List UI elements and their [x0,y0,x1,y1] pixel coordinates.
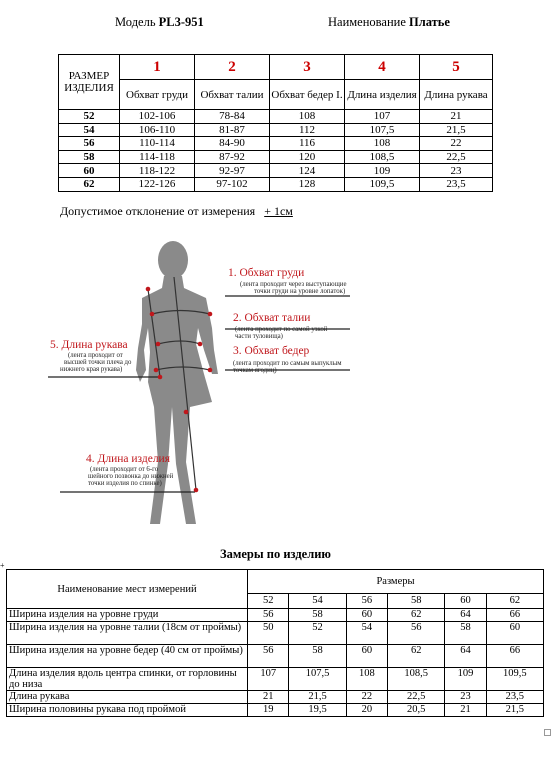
measurement-cell: 107,5 [345,123,420,137]
sizes-header: Размеры [248,570,544,594]
name-value: Платье [409,15,450,29]
measurement-cell: 102-106 [120,110,195,124]
tolerance-text: Допустимое отклонение от измерения [60,204,256,218]
name-header: Наименование мест измерений [7,570,248,609]
size-row [59,137,493,151]
measurement-value: 21,5 [486,704,543,717]
measurement-value: 109,5 [486,668,543,691]
measurement-name: Длина изделия вдоль центра спинки, от горловины до низа [7,668,248,691]
garment-row [7,668,544,691]
measurement-cell: 120 [270,150,345,164]
measurement-cell: 124 [270,164,345,178]
label-sleeve-title: 5. Длина рукава [50,339,128,351]
size-cell: 62 [59,177,120,191]
measurement-cell: 22,5 [420,150,493,164]
measurement-value: 56 [388,622,445,645]
size-row [59,123,493,137]
body-measurement-figure [0,232,551,532]
measurement-value: 108,5 [388,668,445,691]
label-hips-title: 3. Обхват бедер [233,345,310,357]
label-waist-note: части туловища) [235,333,283,340]
label-waist-note: (лента проходит по самой узкой [235,326,328,333]
col-name: Обхват талии [195,80,270,110]
tolerance-note [60,204,293,219]
garment-row [7,622,544,645]
label-length-note: шейного позвонка до нижней [88,473,174,480]
measurement-value: 20,5 [388,704,445,717]
measurement-cell: 106-110 [120,123,195,137]
measurement-cell: 109 [345,164,420,178]
size-column-header: 56 [346,593,387,608]
measurement-name: Ширина изделия на уровне бедер (40 см от проймы) [7,645,248,668]
measurement-value: 19 [248,704,289,717]
measurement-cell: 84-90 [195,137,270,151]
label-length-note: (лента проходит от 6-го [90,466,159,473]
measurement-value: 56 [248,645,289,668]
size-column-header: 52 [248,593,289,608]
label-hips-note: (лента проходит по самым выпуклым [233,360,342,367]
measurement-value: 23,5 [486,691,543,704]
measurement-value: 22 [346,691,387,704]
measurement-value: 58 [289,645,346,668]
label-waist-title: 2. Обхват талии [233,312,311,324]
measurement-cell: 22 [420,137,493,151]
measurement-value: 60 [346,645,387,668]
size-cell: 60 [59,164,120,178]
measurement-name: Ширина половины рукава под проймой [7,704,248,717]
measurement-value: 54 [346,622,387,645]
name-label: Наименование [328,15,406,29]
measurement-cell: 122-126 [120,177,195,191]
measurement-cell: 81-87 [195,123,270,137]
measurement-cell: 92-97 [195,164,270,178]
label-sleeve-note: нижнего края рукава) [60,366,123,373]
size-row [59,150,493,164]
measurement-value: 20 [346,704,387,717]
model-label: Модель [115,15,156,29]
measurement-value: 107,5 [289,668,346,691]
label-chest-note: точки груди на уровне лопаток) [254,288,346,295]
label-length-title: 4. Длина изделия [86,453,170,465]
measurement-cell: 116 [270,137,345,151]
col-number: 4 [345,55,420,80]
garment-row [7,704,544,717]
measurement-value: 58 [289,609,346,622]
size-chart-table [58,54,493,192]
size-row [59,110,493,124]
measurement-cell: 108 [270,110,345,124]
size-cell: 58 [59,150,120,164]
size-column-header: 62 [486,593,543,608]
size-column-header: 60 [445,593,486,608]
garment-measurements-table [6,569,544,717]
measurement-cell: 110-114 [120,137,195,151]
measurement-name: Длина рукава [7,691,248,704]
label-sleeve-note: (лента проходит от [68,352,123,359]
size-column-header: 58 [388,593,445,608]
label-length-note: точки изделия по спинке) [88,480,162,487]
table-resize-handle[interactable] [544,729,551,736]
size-column-header: 54 [289,593,346,608]
measurement-name: Ширина изделия на уровне груди [7,609,248,622]
table-anchor-icon: + [0,561,5,570]
label-chest-title: 1. Обхват груди [228,267,305,279]
size-header: РАЗМЕР ИЗДЕЛИЯ [59,55,120,110]
col-name: Длина изделия [345,80,420,110]
measurement-value: 66 [486,609,543,622]
size-row [59,177,493,191]
label-sleeve-note: высшей точки плеча до [64,359,132,366]
size-cell: 54 [59,123,120,137]
measurement-cell: 128 [270,177,345,191]
tolerance-value: + 1см [264,204,293,218]
measurement-value: 107 [248,668,289,691]
measurement-cell: 87-92 [195,150,270,164]
col-number: 3 [270,55,345,80]
size-row [59,164,493,178]
measurement-cell: 78-84 [195,110,270,124]
size-cell: 52 [59,110,120,124]
measurement-value: 66 [486,645,543,668]
measurement-value: 108 [346,668,387,691]
measurement-value: 62 [388,645,445,668]
col-name: Обхват бедер I. [270,80,345,110]
measurement-cell: 23,5 [420,177,493,191]
product-name-heading [328,15,450,30]
measurement-name: Ширина изделия на уровне талии (18см от проймы) [7,622,248,645]
measurement-value: 60 [346,609,387,622]
measurement-value: 60 [486,622,543,645]
measurement-value: 19,5 [289,704,346,717]
measurement-cell: 118-122 [120,164,195,178]
model-value: PL3-951 [158,15,204,29]
col-name: Длина рукава [420,80,493,110]
measurement-value: 50 [248,622,289,645]
garment-row [7,645,544,668]
measurement-cell: 107 [345,110,420,124]
measurement-cell: 21 [420,110,493,124]
measurement-value: 109 [445,668,486,691]
garment-table-title: Замеры по изделию [220,547,331,561]
measurement-cell: 109,5 [345,177,420,191]
measurement-value: 52 [289,622,346,645]
measurement-cell: 108 [345,137,420,151]
garment-row [7,609,544,622]
measurement-cell: 112 [270,123,345,137]
label-chest-note: (лента проходит через выступающие [240,281,347,288]
col-number: 2 [195,55,270,80]
garment-row [7,691,544,704]
measurement-value: 21 [248,691,289,704]
measurement-value: 22,5 [388,691,445,704]
measurement-cell: 23 [420,164,493,178]
col-name: Обхват груди [120,80,195,110]
measurement-value: 62 [388,609,445,622]
measurement-value: 21,5 [289,691,346,704]
col-number: 1 [120,55,195,80]
measurement-value: 56 [248,609,289,622]
label-hips-note: точкам ягодиц) [233,367,277,374]
measurement-value: 58 [445,622,486,645]
size-cell: 56 [59,137,120,151]
measurement-cell: 108,5 [345,150,420,164]
measurement-cell: 21,5 [420,123,493,137]
measurement-cell: 114-118 [120,150,195,164]
model-heading [115,15,204,30]
measurement-cell: 97-102 [195,177,270,191]
measurement-value: 64 [445,609,486,622]
measurement-value: 21 [445,704,486,717]
col-number: 5 [420,55,493,80]
measurement-value: 64 [445,645,486,668]
measurement-value: 23 [445,691,486,704]
